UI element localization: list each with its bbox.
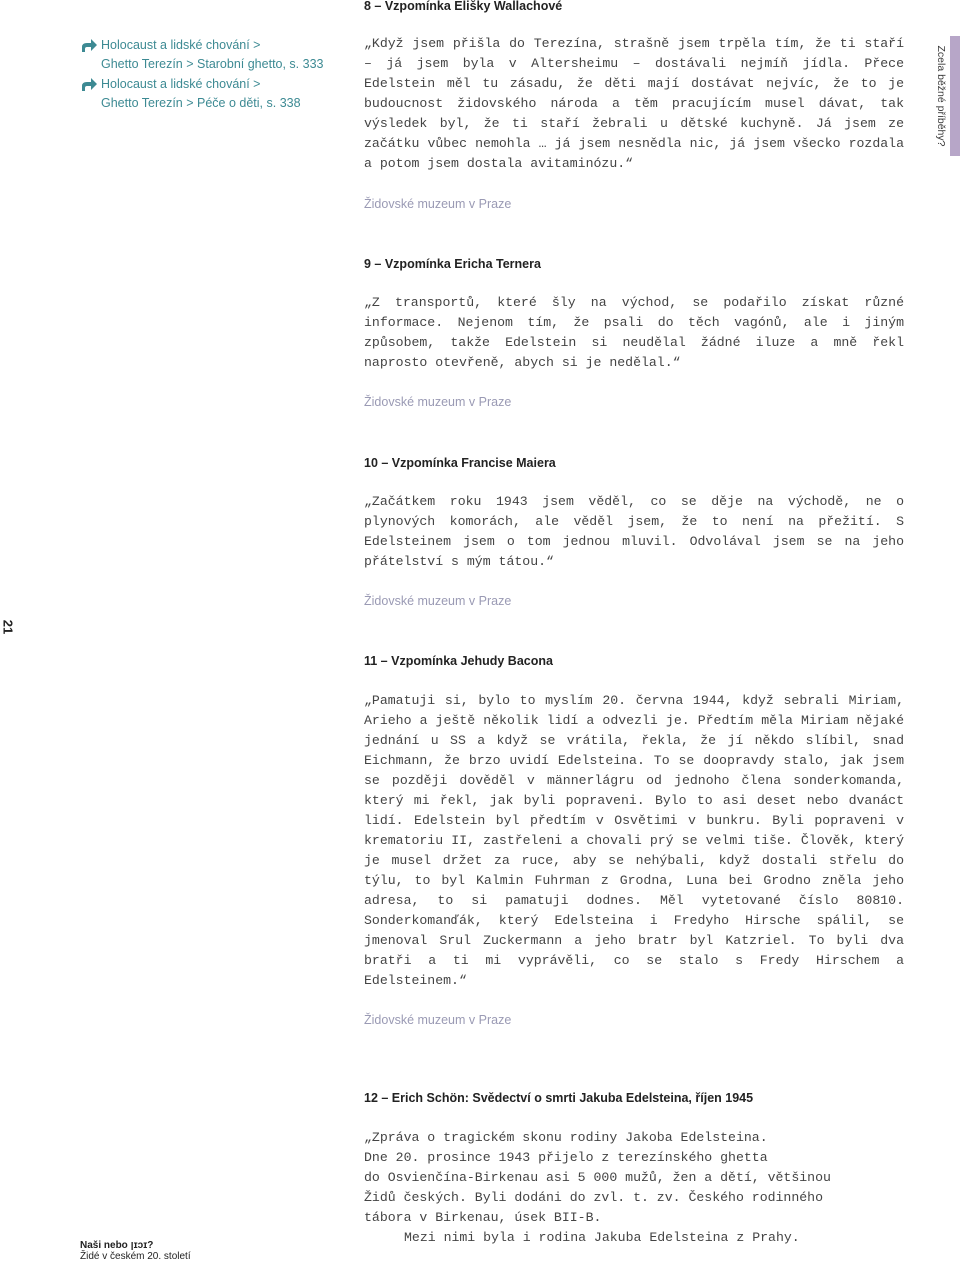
testimony-source: Židovské muzeum v Praze <box>364 594 512 608</box>
testimony-8 <box>364 0 904 212</box>
testimony-heading: 8 – Vzpomínka Elišky Wallachové <box>364 0 563 13</box>
testimony-11 <box>364 653 904 1028</box>
nav-link-line: Ghetto Terezín > Péče o děti, s. 338 <box>101 95 301 110</box>
quote-line: „Zpráva o tragickém skonu rodiny Jakoba Edelsteina. <box>364 1130 768 1145</box>
testimony-9 <box>364 256 904 410</box>
testimony-quote <box>364 1128 904 1248</box>
testimony-12 <box>364 1090 904 1248</box>
testimony-10 <box>364 455 904 609</box>
nav-link-starobni-ghetto[interactable] <box>80 36 350 73</box>
nav-link-line: Holocaust a lidské chování > <box>101 38 261 52</box>
testimony-quote: „Když jsem přišla do Terezína, strašně jsem trpěla tím, že ti staří – já jsem byla v Altersheimu – dostávali nejmíň jídla. Přece Edelstein měl tu zásadu, že děti mají dostávat nejvíc, že to je budoucnost židovského národa a těm pracujícím musel dávat, tak výsledek byl, že ti staří žebrali u dětské kuchyně. Já jsem ze začátku vůbec nemohla … já jsem nesnědla nic, já jsem všecko rozdala a potom jsem dostala avitaminózu.“ <box>364 36 904 171</box>
testimony-heading: 9 – Vzpomínka Ericha Ternera <box>364 257 541 271</box>
testimony-quote: „Pamatuji si, bylo to myslím 20. června 1944, když sebrali Miriam, Arieho a ještě několik lidí a odvezli je. Předtím měla Miriam nějaké jednání u SS a když se vrátila, řekla, že jí někdo slíbil, snad Eichmann, že brzo uvidí Edelsteina. To se doopravdy stalo, jak jsem se později dověděl v männerlágru od jednoho člena sonderkomanda, který mi řekl, jak byli popraveni. Bylo to asi deset nebo dvanáct lidí. Edelstein byl předtím v Osvětimi v bunkru. Byli popraveni v krematoriu II, zastřeleni a chovali prý se velmi tiše. Člověk, který je musel držet za ruce, aby se nehýbali, když dostali střelu do týlu, to byl Kalmin Fuhrman z Grodna, Luna bei Grodno zněla jeho adresa, to si pamatuji dodnes. Měl vytetované číslo 80810. Sonderkomanďák, který Edelsteina i Fredyho Hirsche spálil, se jmenoval Srul Zuckermann a jeho bratr byl Katzriel. To byli dva bratři a ti mi vyprávěli, co se stalo s Fredy Hirschem a Edelsteinem.“ <box>364 693 904 988</box>
quote-line: do Osvienčína-Birkenau asi 5 000 mužů, žen a dětí, většinou <box>364 1170 831 1185</box>
chapter-tab <box>950 36 960 156</box>
testimony-heading: 10 – Vzpomínka Francise Maiera <box>364 456 556 470</box>
testimony-source: Židovské muzeum v Praze <box>364 1013 512 1027</box>
quote-line: tábora v Birkenau, úsek BII-B. <box>364 1210 602 1225</box>
chapter-label: Zcela běžné příběhy? <box>935 45 947 147</box>
page-number: 21 <box>0 619 16 635</box>
testimony-source: Židovské muzeum v Praze <box>364 395 512 409</box>
nav-link-line: Holocaust a lidské chování > <box>101 77 261 91</box>
nav-link-text <box>101 75 301 112</box>
quote-line: Dne 20. prosince 1943 přijelo z terezínského ghetta <box>364 1150 768 1165</box>
redirect-arrow-icon <box>80 37 98 53</box>
testimony-quote: „Z transportů, které šly na východ, se podařilo získat různé informace. Nejenom tím, že psali do těch vagónů, ale i jiným způsobem, takže Edelstein si neudělal žádné iluze a mně řekl naprosto otevřeně, abych si je nedělal.“ <box>364 295 904 370</box>
nav-link-text <box>101 36 324 73</box>
book-footer <box>80 1240 191 1262</box>
related-links <box>80 36 350 114</box>
nav-link-line: Ghetto Terezín > Starobní ghetto, s. 333 <box>101 56 324 71</box>
testimony-quote: „Začátkem roku 1943 jsem věděl, co se děje na východě, ne o plynových komorách, ale věděl jsem, že to není na přežití. S Edelsteinem jsem o tom jednou mluvil. Odvolával jsem se na jeho přátelství s mým tátou.“ <box>364 494 904 569</box>
testimony-heading: 12 – Erich Schön: Svědectví o smrti Jakuba Edelsteina, říjen 1945 <box>364 1091 754 1105</box>
quote-line: Židů českých. Byli dodáni do zvl. t. zv. Českého rodinného <box>364 1190 823 1205</box>
nav-link-pece-o-deti[interactable] <box>80 75 350 112</box>
book-title: Naši nebo ןɪɔɪ? <box>80 1240 154 1251</box>
testimony-heading: 11 – Vzpomínka Jehudy Bacona <box>364 654 553 668</box>
redirect-arrow-icon <box>80 76 98 92</box>
book-subtitle: Židé v českém 20. století <box>80 1251 191 1262</box>
testimony-source: Židovské muzeum v Praze <box>364 197 512 211</box>
quote-line: Mezi nimi byla i rodina Jakuba Edelsteina z Prahy. <box>404 1230 800 1245</box>
